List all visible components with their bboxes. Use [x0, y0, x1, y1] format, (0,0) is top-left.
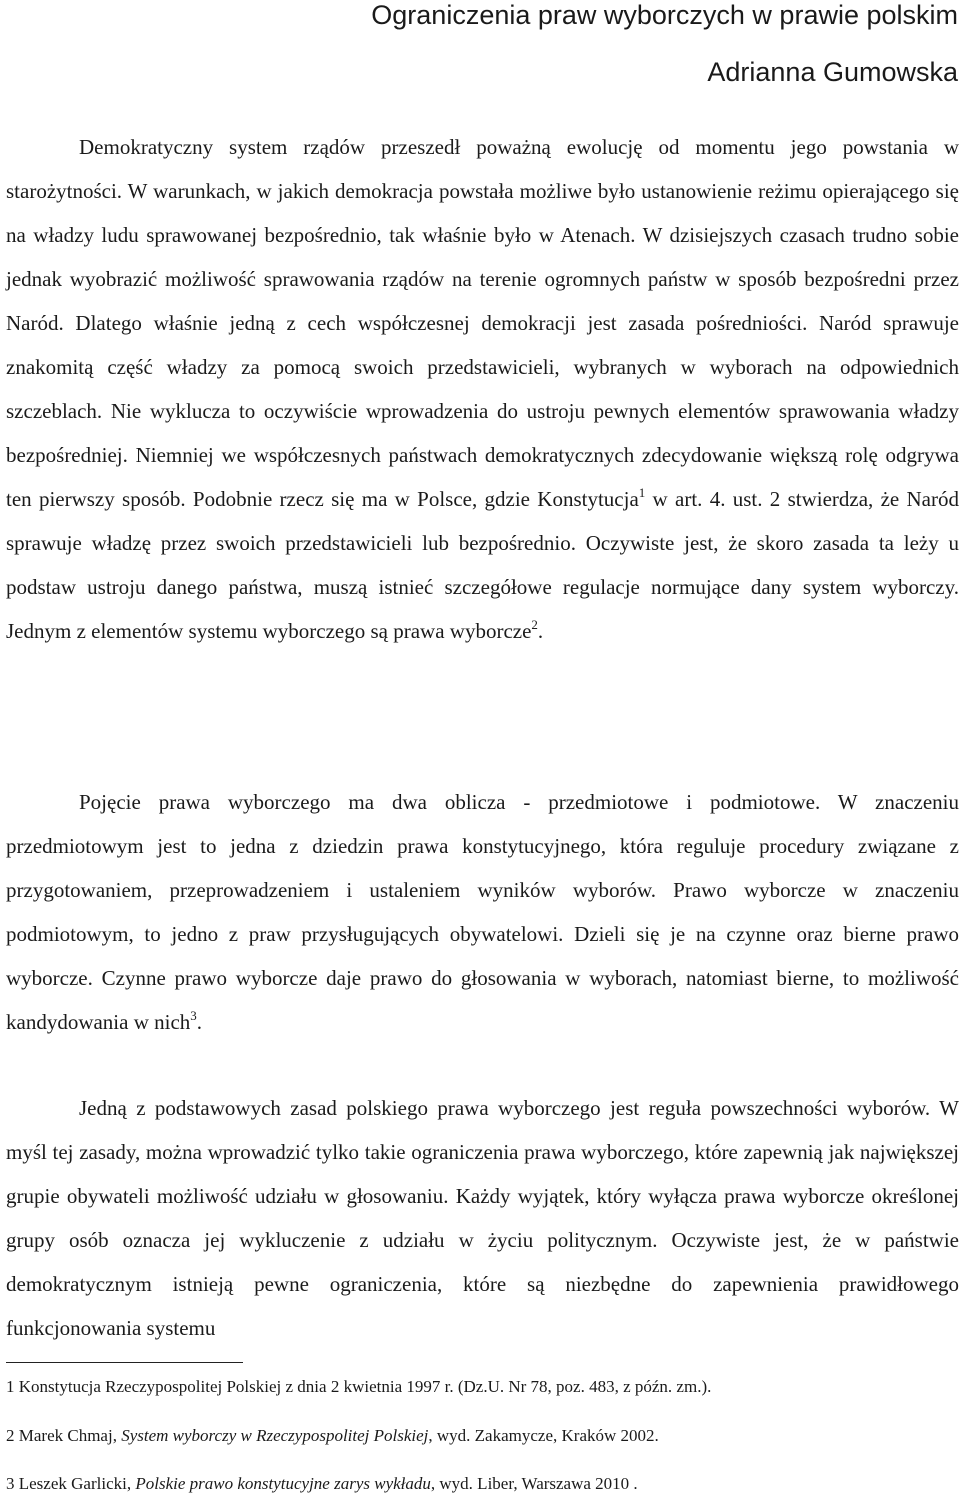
- document-title: Ograniczenia praw wyborczych w prawie polskim: [371, 0, 958, 30]
- document-author: Adrianna Gumowska: [707, 57, 958, 87]
- footnote-1-text: 1 Konstytucja Rzeczypospolitej Polskiej z dnia 2 kwietnia 1997 r. (Dz.U. Nr 78, poz. 483, z późn. zm.).: [6, 1377, 712, 1396]
- footnote-3: [6, 1474, 956, 1494]
- footnote-ref-2: 2: [531, 617, 538, 632]
- paragraph-2-text-end: .: [196, 1010, 203, 1034]
- footnote-ref-3: 3: [190, 1008, 197, 1023]
- footnote-2-lead: 2 Marek Chmaj,: [6, 1426, 122, 1445]
- footnote-separator: [6, 1362, 243, 1363]
- footnote-2-tail: , wyd. Zakamycze, Kraków 2002.: [428, 1426, 659, 1445]
- paragraph-1-text-continued: w art. 4. ust. 2 stwierdza, że Naród sprawuje władzę przez swoich przedstawicieli lub bezpośrednio. Oczywiste jest, że skoro zasada ta leży u podstaw ustroju danego państwa, muszą istnieć szczegółowe regulacje normujące dany system wyborczy. Jednym z elementów systemu wyborczego są prawa wyborcze: [6, 487, 959, 643]
- footnote-ref-1: 1: [638, 485, 646, 500]
- paragraph-1-text-end: .: [537, 619, 544, 643]
- paragraph-3: [6, 1086, 959, 1350]
- footnote-3-title: Polskie prawo konstytucyjne zarys wykładu: [135, 1474, 431, 1493]
- footnote-2-title: System wyborczy w Rzeczypospolitej Polskiej: [121, 1426, 429, 1445]
- footnote-3-lead: 3 Leszek Garlicki,: [6, 1474, 136, 1493]
- paragraph-1-text: Demokratyczny system rządów przeszedł poważną ewolucję od momentu jego powstania w starożytności. W warunkach, w jakich demokracja powstała możliwe było ustanowienie reżimu opierającego się na władzy ludu sprawowanej bezpośrednio, tak właśnie było w Atenach. W dzisiejszych czasach trudno sobie jednak wyobrazić możliwość sprawowania rządów na terenie ogromnych państw w sposób bezpośredni przez Naród. Dlatego właśnie jedną z cech współczesnej demokracji jest zasada pośredniości. Naród sprawuje znakomitą część władzy za pomocą swoich przedstawicieli, wybranych w wyborach na odpowiednich szczeblach. Nie wyklucza to oczywiście wprowadzenia do ustroju pewnych elementów sprawowania władzy bezpośredniej. Niemniej we współczesnych państwach demokratycznych zdecydowanie większą rolę odgrywa ten pierwszy sposób. Podobnie rzecz się ma w Polsce, gdzie Konstytucja: [6, 135, 959, 511]
- footnote-1: [6, 1377, 956, 1397]
- paragraph-2-text: Pojęcie prawa wyborczego ma dwa oblicza - przedmiotowe i podmiotowe. W znaczeniu przedmiotowym jest to jedna z dziedzin prawa konstytucyjnego, która reguluje procedury związane z przygotowaniem, przeprowadzeniem i ustaleniem wyników wyborów. Prawo wyborcze w znaczeniu podmiotowym, to jedno z praw przysługujących obywatelowi. Dzieli się je na czynne oraz bierne prawo wyborcze. Czynne prawo wyborcze daje prawo do głosowania w wyborach, natomiast bierne, to możliwość kandydowania w nich: [6, 790, 959, 1034]
- paragraph-1: [6, 125, 959, 653]
- footnote-2: [6, 1426, 956, 1446]
- footnote-3-tail: , wyd. Liber, Warszawa 2010 .: [430, 1474, 638, 1493]
- paragraph-3-text: Jedną z podstawowych zasad polskiego prawa wyborczego jest reguła powszechności wyborów. W myśl tej zasady, można wprowadzić tylko takie ograniczenia prawa wyborczego, które zapewnią jak największej grupie obywateli możliwość udziału w głosowaniu. Każdy wyjątek, który wyłącza prawa wyborcze określonej grupy osób oznacza jej wykluczenie z udziału w życiu politycznym. Oczywiste jest, że w państwie demokratycznym istnieją pewne ograniczenia, które są niezbędne do zapewnienia prawidłowego funkcjonowania systemu: [6, 1096, 959, 1340]
- paragraph-2: [6, 780, 959, 1044]
